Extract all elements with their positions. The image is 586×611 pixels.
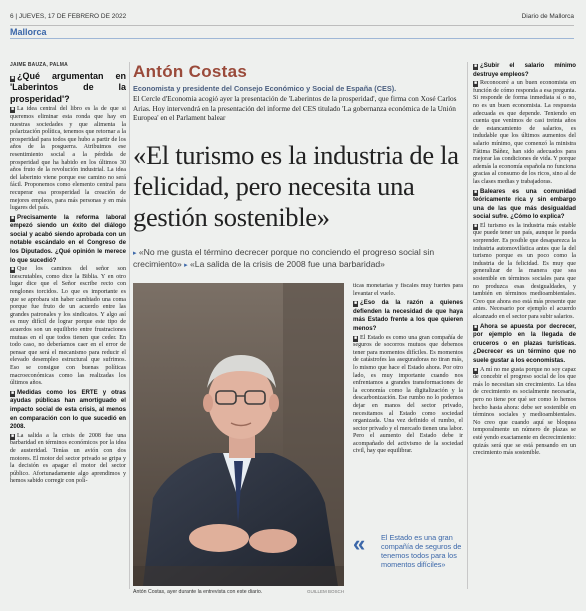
- photo-illustration: [133, 283, 344, 586]
- page-header: [10, 13, 574, 26]
- answer-marker-icon: ■: [474, 367, 478, 373]
- answer-marker-icon: ■: [11, 267, 15, 273]
- question-5: ¿Subir el salario mínimo destruye empleos?: [473, 62, 576, 78]
- column-divider: [129, 62, 130, 589]
- byline: JAIME BAUZÀ, PALMA: [10, 62, 68, 68]
- answer-7: A mí no me gusta porque no soy capaz de concebir el progreso social de los que más lo necesitan sin crecimiento. La idea de crecimiento es socialmente necesaria, pero no tiene por qué ser como lo hemos hecho hasta ahora: debe ser sostenible en términos sociales y medioambientales. No creo que cuando aquí se bloquea temporalmente un número de plazas se esté yendo exactamente en decrecimiento: quizás será que se está pensando en un crecimiento más sostenible.: [473, 366, 576, 457]
- answer-2: Que los caminos del señor son inescrutables, como dice la Biblia. Y en otro lugar dice que el Señor escribe recto con renglones torcidos. Lo que es importante es que se aprobara sin haber cambiado una coma porque fue fruto de un acuerdo entre las grandes patronales y los sindicatos. Y algo así es muy difícil de lograr porque este tipo de acuerdos son un equilibrio entre frustraciones mutuas en el que todos tienen que ceder. En todo caso, no deberíamos caer en el error de pensar que será el mecanismo para reducir el elevado desempleo estructural que sufrimos. Eso se consigue con buenas políticas macroeconómicas como las realizadas los últimos años.: [10, 266, 126, 387]
- question-2: Precisamente la reforma laboral empezó siendo un éxito del diálogo social y acabó siendo aprobada con un notable escándalo en el Congreso de los Diputados. ¿Qué opinión le merece lo que sucedió?: [10, 213, 126, 264]
- subheadline-2: «La salida de la crisis de 2008 fue una barbaridad»: [190, 259, 385, 269]
- answer-4: El Estado es como una gran compañía de seguros de socorros mutuos que debemos tener para momentos difíciles. Es momentos de catástrofes las aseguradoras no tiran más, lo mismo que hace el Estado ahora. Por otro lado, es muy importante cuando nos enfrentamos a grandes transformaciones de la economía como la digitalización y la descarbonización. Ese rumbo no lo podemos dejar en manos del sector privado, necesitamos al Estado como sociedad organizada. Una vez definido el rumbo, el sector privado y el mercado tienen una labor. Pero el aumento del Estado debe ir acompañado del activismo de la sociedad civil, hay que equilibrar.: [353, 334, 463, 455]
- middle-continuation: ticas monetarias y fiscales muy fuertes para levantar el vuelo.: [353, 283, 463, 297]
- answer-marker-icon: ■: [354, 335, 358, 341]
- question-3: Medidas como los ERTE y otras ayudas públicas han amortiguado el impacto social de esta crisis, al menos en comparación con lo que sucedió en 2008.: [10, 388, 126, 431]
- photo-caption: [133, 589, 344, 595]
- question-4: ¿Eso da la razón a quienes defienden la necesidad de que haya más Estado frente a los que quieren menos?: [353, 299, 463, 332]
- question-1: ¿Qué argumentan en 'Laberintos de la prosperidad'?: [10, 70, 126, 104]
- middle-column: [353, 283, 463, 528]
- answer-marker-icon: ■: [11, 107, 15, 113]
- interviewee-title: Economista y presidente del Consejo Económico y Social de España (CES).: [133, 84, 397, 93]
- question-marker-icon: ■: [11, 215, 15, 221]
- question-marker-icon: ■: [11, 390, 15, 396]
- column-divider: [467, 62, 468, 589]
- header-publication: Diario de Mallorca: [521, 13, 574, 20]
- question-7: Ahora se apuesta por decrecer, por ejemplo en la llegada de cruceros o en plazas turísticas. ¿Decrecer es un término que no suele gustar a los economistas.: [473, 322, 576, 364]
- pull-quote-text: El Estado es una gran compañía de seguros de tenemos todos para los momentos difíciles»: [381, 533, 462, 569]
- photo-credit: GUILLEM BOSCH: [306, 589, 344, 594]
- question-marker-icon: ■: [474, 64, 478, 69]
- answer-6: El turismo es la industria más estable que puede tener un país, aunque le pueda sorprender. Es posible que desaparezca la industria automovilística antes que la del turismo porque es un poco como la industria de la felicidad. Es muy que generalizar de la manera que sea sostenible en términos sociales para que no produzca esas desigualdades, y también en términos medioambientales. Creo que ahora eso está más presente que antes. Necesario por ejemplo el acuerdo alcanzado en el sector para subir salarios.: [473, 222, 576, 320]
- answer-3: La salida a la crisis de 2008 fue una barbaridad en términos económicos por la idea de austeridad. Tenías un avión con dos motores. El motor del sector privado se gripa y la decisión es apagar el motor del sector público. Afortunadamente algo aprendimos y hemos sabido corregir con polí-: [10, 432, 126, 485]
- question-marker-icon: ■: [474, 189, 478, 195]
- section-title: Mallorca: [10, 27, 47, 37]
- question-marker-icon: ■: [11, 75, 15, 81]
- caption-text: Antón Costas, ayer durante la entrevista con este diario.: [133, 589, 263, 595]
- answer-marker-icon: ■: [11, 433, 15, 439]
- answer-1: La idea central del libro es la de que si queremos eliminar esta ronda que hay en nuestras sociedades y que alimenta la polarización política, tenemos que retornar a la prosperidad para todos que hubo a partir de los años de la posguerra. Atribuimos ese resentimiento social a la pérdida de prosperidad que ha habido en los últimos 30 años fruto de la revolución industrial. La idea del laberinto viene porque ese camino no será fácil. Proponemos como elemento central para recuperar esa prosperidad la creación de mejores empleos, para más personas y en más lugares del país.: [10, 106, 126, 212]
- question-marker-icon: ■: [474, 324, 478, 330]
- headline: «El turismo es la industria de la felicidad, pero necesita una gestión sostenible»: [133, 140, 459, 232]
- left-column: [10, 62, 126, 607]
- answer-marker-icon: ■: [474, 81, 478, 87]
- header-date: 6 | JUEVES, 17 DE FEBRERO DE 2022: [10, 13, 127, 20]
- right-column: [473, 62, 576, 607]
- subheadline-1: «No me gusta el término decrecer porque no conciendo el progreso social sin crecimiento»: [133, 247, 435, 269]
- subheadline: [133, 247, 463, 271]
- triangle-bullet-icon: ▸: [133, 250, 137, 257]
- interview-photo: [133, 283, 344, 586]
- answer-5: Reconoceré a un buen economista en función de cómo responda a esa pregunta. Si responde de forma inmediata sí o no, no es un buen economista. La respuesta adecuada es que depende. Teniendo en cuenta que venimos de casi treinta años de estancamiento de salarios, es indudable que los últimos aumentos del salario mínimo, que comenzó la ministra Fátima Báñez, han sido adecuados para mejorar las condiciones de vida. Y porque además la economía española no funciona gracias al consumo de los ricos, sino al de las clases medias y trabajadoras.: [473, 80, 576, 185]
- answer-marker-icon: ■: [474, 223, 478, 229]
- section-divider: [10, 38, 574, 39]
- interviewee-name: Antón Costas: [133, 62, 248, 81]
- question-marker-icon: ■: [354, 301, 358, 307]
- question-6: Baleares es una comunidad teóricamente rica y sin embargo una de las que más desigualdad social sufre. ¿Cómo lo explica?: [473, 187, 576, 221]
- triangle-bullet-icon: ▸: [184, 262, 188, 269]
- article-intro: El Cercle d'Economia acogió ayer la presentación de 'Laberintos de la prosperidad', que firma con Xosé Carlos Arias. Hoy intervendrá en la presentación del informe del CES titulado 'La gobernanza económica de la Unión Europea' en el Parlament balear: [133, 94, 457, 123]
- quote-mark-icon: «: [353, 531, 366, 556]
